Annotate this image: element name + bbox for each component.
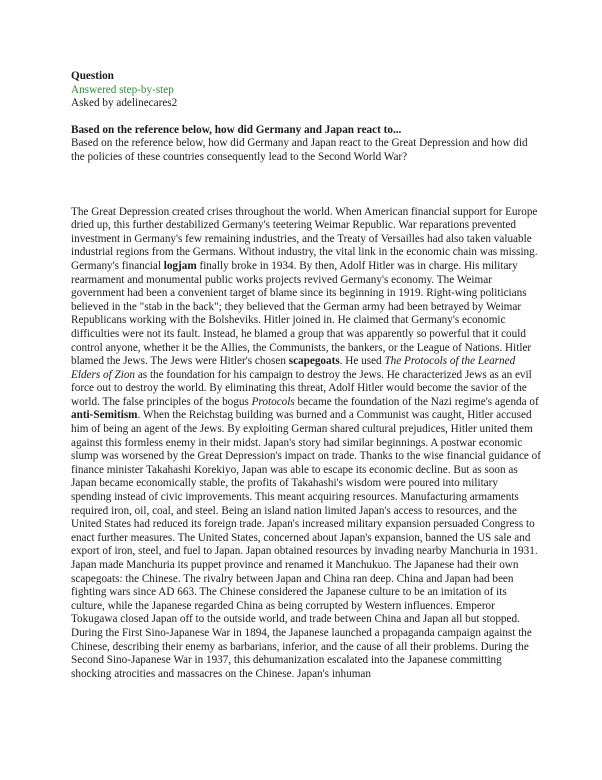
question-page: [71, 70, 541, 693]
question-title: Based on the reference below, how did Germany and Japan react to...: [71, 123, 402, 136]
asked-by: Asked by adelinecares2: [71, 97, 178, 110]
answer-segment: . He used: [339, 355, 385, 368]
italic-title: The Protocols of the Learned Elders of Zion: [71, 355, 516, 381]
italic-title: Protocols: [251, 395, 295, 408]
answer-text: [71, 206, 541, 682]
bold-term: anti-Semitism: [71, 409, 138, 422]
question-body: Based on the reference below, how did Germany and Japan react to the Great Depression and how did the policies of these countries consequently lead to the Second World War?: [71, 137, 528, 163]
answer-segment: . When the Reichstag building was burned and a Communist was caught, Hitler accused him of being an agent of the Jews. By exploiting German shared cultural prejudices, Hitler united them against this formless enemy in their midst. Japan's story had similar beginnings. A postwar economic slump was worsened by the Great Depression's impact on trade. Thanks to the wise financial guidance of finance minister Takahashi Korekiyo, Japan was able to escape its economic decline. But as soon as Japan became economically stable, the profits of Takahashi's wisdom were poured into military spending instead of civic improvements. This meant acquiring resources. Manufacturing armaments required iron, oil, coal, and steel. Being an island nation limited Japan's access to resources, and the United States had reduced its foreign trade. Japan's increased military expansion persuaded Congress to enact further measures. The United States, concerned about Japan's expansion, banned the US sale and export of iron, steel, and fuel to Japan. Japan obtained resources by invading nearby Manchuria in 1931. Japan made Manchuria its puppet province and renamed it Manchukuo. The Japanese had their own scapegoats: the Chinese. The rivalry between Japan and China ran deep. China and Japan had been fighting wars since AD 663. The Chinese considered the Japanese culture to be an imitation of its culture, while the Japanese regarded China as being corrupted by Western influences. Emperor Tokugawa closed Japan off to the outside world, and trade between China and Japan all but stopped. During the First Sino-Japanese War in 1894, the Japanese launched a propaganda campaign against the Chinese, describing their enemy as barbarians, inferior, and the cause of all their problems. During the Second Sino-Japanese War in 1937, this dehumanization escalated into the Japanese committing shocking atrocities and massacres on the Chinese. Japan's inhuman: [71, 409, 542, 680]
answer-segment: became the foundation of the Nazi regime's agenda of: [294, 395, 539, 408]
answer-segment: as the foundation for his campaign to destroy the Jews. He characterized Jews as an evil force out to destroy the world. By eliminating this threat, Adolf Hitler would become the savior of the world. The false principles of the bogus: [71, 368, 532, 408]
answer-status: Answered step-by-step: [71, 83, 174, 96]
bold-term: logjam: [163, 259, 197, 272]
answer-segment: The Great Depression created crises throughout the world. When American financial support for Europe dried up, this further destabilized Germany's teetering Weimar Republic. War reparations prevented investment in Germany's few remaining industries, and the Treaty of Versailles had also taken valuable industrial regions from the Germans. Without industry, the vital link in the economic chain was missing. Germany's financial: [71, 205, 538, 272]
question-label: Question: [71, 70, 114, 82]
answer-segment: finally broke in 1934. By then, Adolf Hitler was in charge. His military rearmament and monumental public works projects revived Germany's economy. The Weimar government had been a convenient target of blame since its beginning in 1919. Right-wing politicians believed in the "stab in the back"; they believed that the German army had been betrayed by Weimar Republicans working with the Bolsheviks. Hitler joined in. He claimed that Germany's economic difficulties were not its fault. Instead, he blamed a group that was apparently so powerful that it could control anyone, whether it be the Allies, the Communists, the bankers, or the League of Nations. Hitler blamed the Jews. The Jews were Hitler's chosen: [71, 259, 532, 368]
bold-term: scapegoats: [288, 355, 340, 368]
